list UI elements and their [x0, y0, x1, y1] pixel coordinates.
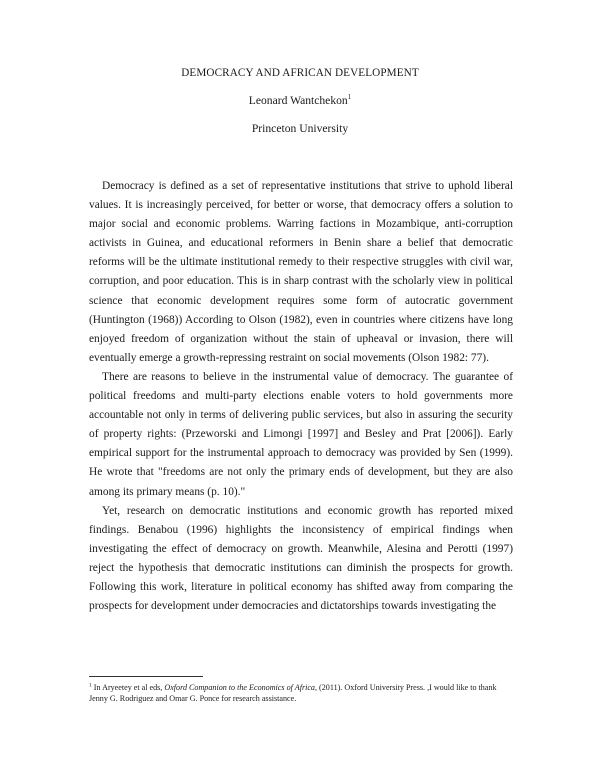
author-line [0, 94, 600, 107]
paper-title: DEMOCRACY AND AFRICAN DEVELOPMENT [181, 67, 419, 79]
affiliation: Princeton University [251, 122, 349, 135]
footnote-text-after: , (2011). Oxford University Press. ,I would like to thank Jenny G. Rodriguez and Omar G. Ponce for research assistance. [89, 683, 497, 703]
body-text [89, 177, 513, 616]
footnote-book-title: Oxford Companion to the Economics of Africa [164, 683, 315, 692]
footnote [89, 682, 509, 704]
author-name: Leonard Wantchekon [248, 94, 348, 107]
author-footnote-mark: 1 [347, 93, 352, 102]
paragraph-2: There are reasons to believe in the instrumental value of democracy. The guarantee of political freedoms and multi-party elections enable voters to hold governments more accountable not only in terms of delivering public services, but also in assuring the security of property rights: (Przeworski and Limongi [1997] and Besley and Prat [2006]). Early empirical support for the instrumental approach to democracy was provided by Sen (1999). He wrote that "freedoms are not only the primary ends of development, but they are also among its primary means (p. 10)." [89, 370, 513, 498]
footnote-divider [89, 676, 203, 677]
paragraph-1: Democracy is defined as a set of representative institutions that strive to uphold liberal values. It is increasingly perceived, for better or worse, that democracy offers a solution to major social and economic problems. Warring factions in Mozambique, anti-corruption activists in Guinea, and educational reformers in Benin share a belief that democratic reforms will be the ultimate institutional remedy to their respective struggles with civil war, corruption, and poor education. This is in sharp contrast with the scholarly view in political science that economic development requires some form of autocratic government (Huntington (1968)) According to Olson (1982), even in countries where citizens have long enjoyed freedom of organization without the stain of upheaval or invasion, there will eventually emerge a growth-repressing restraint on social movements (Olson 1982: 77). [89, 180, 513, 364]
footnote-mark: 1 [89, 682, 92, 689]
footnote-text-before: In Aryeetey et al eds, [93, 683, 163, 692]
paragraph-3: Yet, research on democratic institutions and economic growth has reported mixed findings. Benabou (1996) highlights the inconsistency of empirical findings when investigating the effect of democracy on growth. Meanwhile, Alesina and Perotti (1997) reject the hypothesis that democratic institutions can diminish the prospects for growth. Following this work, literature in political economy has shifted away from comparing the prospects for development under democracies and dictatorships towards investigating the [89, 504, 513, 613]
